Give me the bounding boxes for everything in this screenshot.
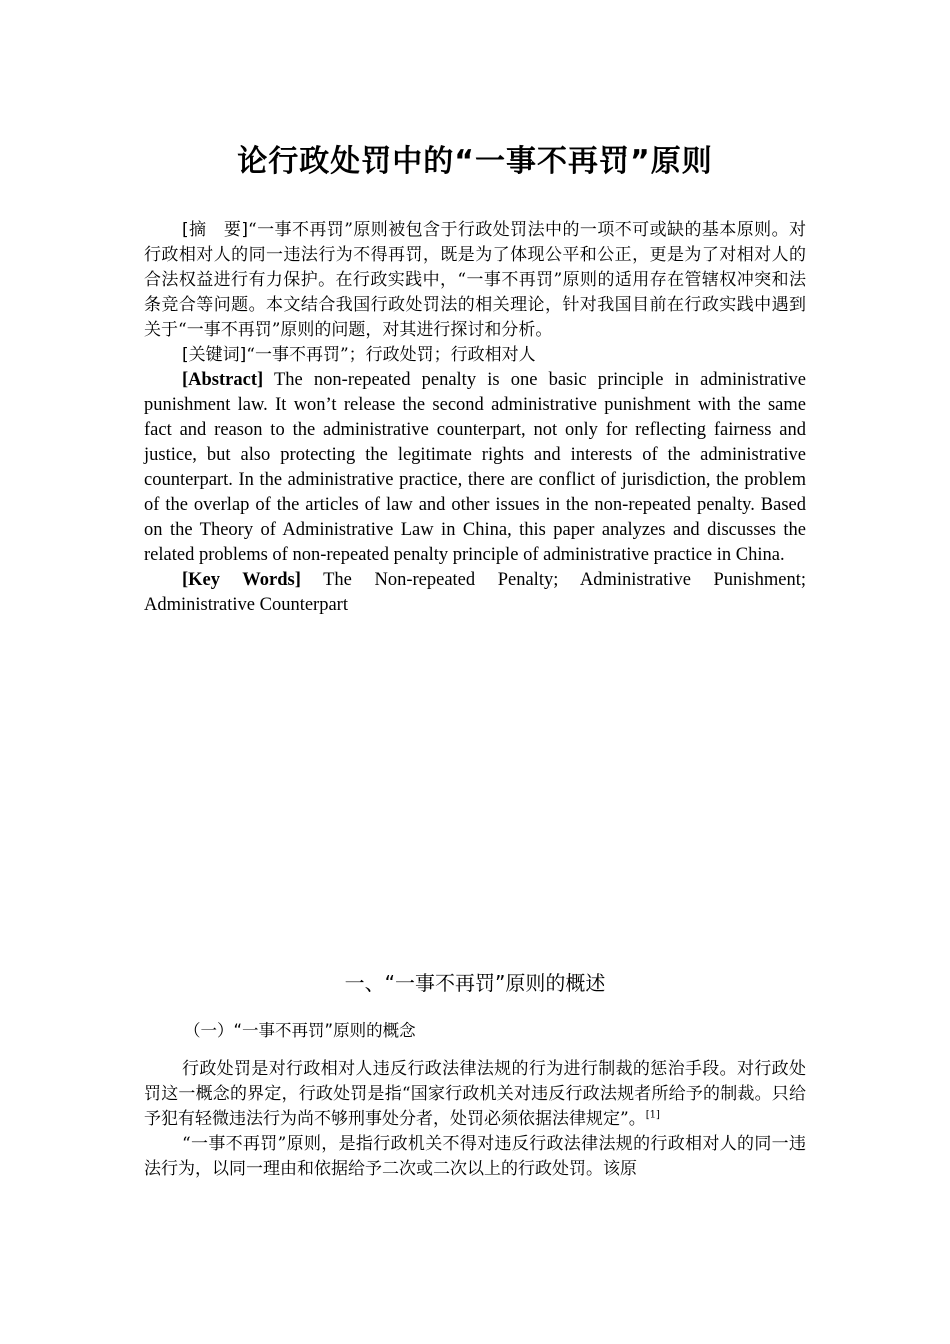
abstract-cn-text: “一事不再罚”原则被包含于行政处罚法中的一项不可或缺的基本原则。对行政相对人的同一违法行为不得再罚，既是为了体现公平和公正，更是为了对相对人的合法权益进行有力保护。在行政实践中，“一事不再罚”原则的适用存在管辖权冲突和法条竞合等问题。本文结合我国行政处罚法的相关理论，针对我国目前在行政实践中遇到关于“一事不再罚”原则的问题，对其进行探讨和分析。 [144, 220, 807, 340]
abstract-cn-label: [摘 要] [182, 220, 248, 240]
paper-title: 论行政处罚中的“一事不再罚”原则 [237, 144, 713, 179]
body-paragraph-2-text: “一事不再罚”原则，是指行政机关不得对违反行政法律法规的行政相对人的同一违法行为，以同一理由和依据给予二次或二次以上的行政处罚。该原 [144, 1134, 806, 1179]
keywords-cn [144, 343, 806, 368]
abstract-block [144, 218, 806, 618]
body-paragraph-1-text: 行政处罚是对行政相对人违反行政法律法规的行为进行制裁的惩治手段。对行政处罚这一概念的界定，行政处罚是指“国家行政机关对违反行政法规者所给予的制裁。只给予犯有轻微违法行为尚不够刑事处分者，处罚必须依据法律规定”。 [144, 1059, 806, 1129]
body-paragraph-2 [144, 1132, 806, 1182]
keywords-cn-text: “一事不再罚”；行政处罚；行政相对人 [246, 345, 536, 365]
abstract-en [144, 368, 806, 568]
abstract-en-text: The non-repeated penalty is one basic principle in administrative punishment law. It won’t release the second administrative punishment with the same fact and reason to the administrative counterpart, not only for reflecting fairness and justice, but also protecting the legitimate rights and interests of the administrative counterpart. In the administrative practice, there are conflict of jurisdiction, the problem of the overlap of the articles of law and other issues in the non-repeated penalty. Based on the Theory of Administrative Law in China, this paper analyzes and discusses the related problems of non-repeated penalty principle of administrative practice in China. [144, 370, 807, 565]
keywords-en-label: [Key Words] [182, 570, 301, 590]
keywords-en-text: The Non-repeated Penalty; Administrative Punishment; Administrative Counterpart [144, 570, 806, 615]
subsection-heading: （一）“一事不再罚”原则的概念 [184, 1021, 416, 1040]
abstract-en-label: [Abstract] [182, 370, 264, 390]
section-heading: 一、“一事不再罚”原则的概述 [344, 971, 606, 995]
body-paragraph-1 [144, 1057, 806, 1132]
keywords-cn-label: [关键词] [182, 345, 247, 365]
body-text [144, 1057, 806, 1182]
abstract-cn [144, 218, 806, 343]
citation-mark: [1] [645, 1109, 660, 1121]
keywords-en [144, 568, 806, 618]
